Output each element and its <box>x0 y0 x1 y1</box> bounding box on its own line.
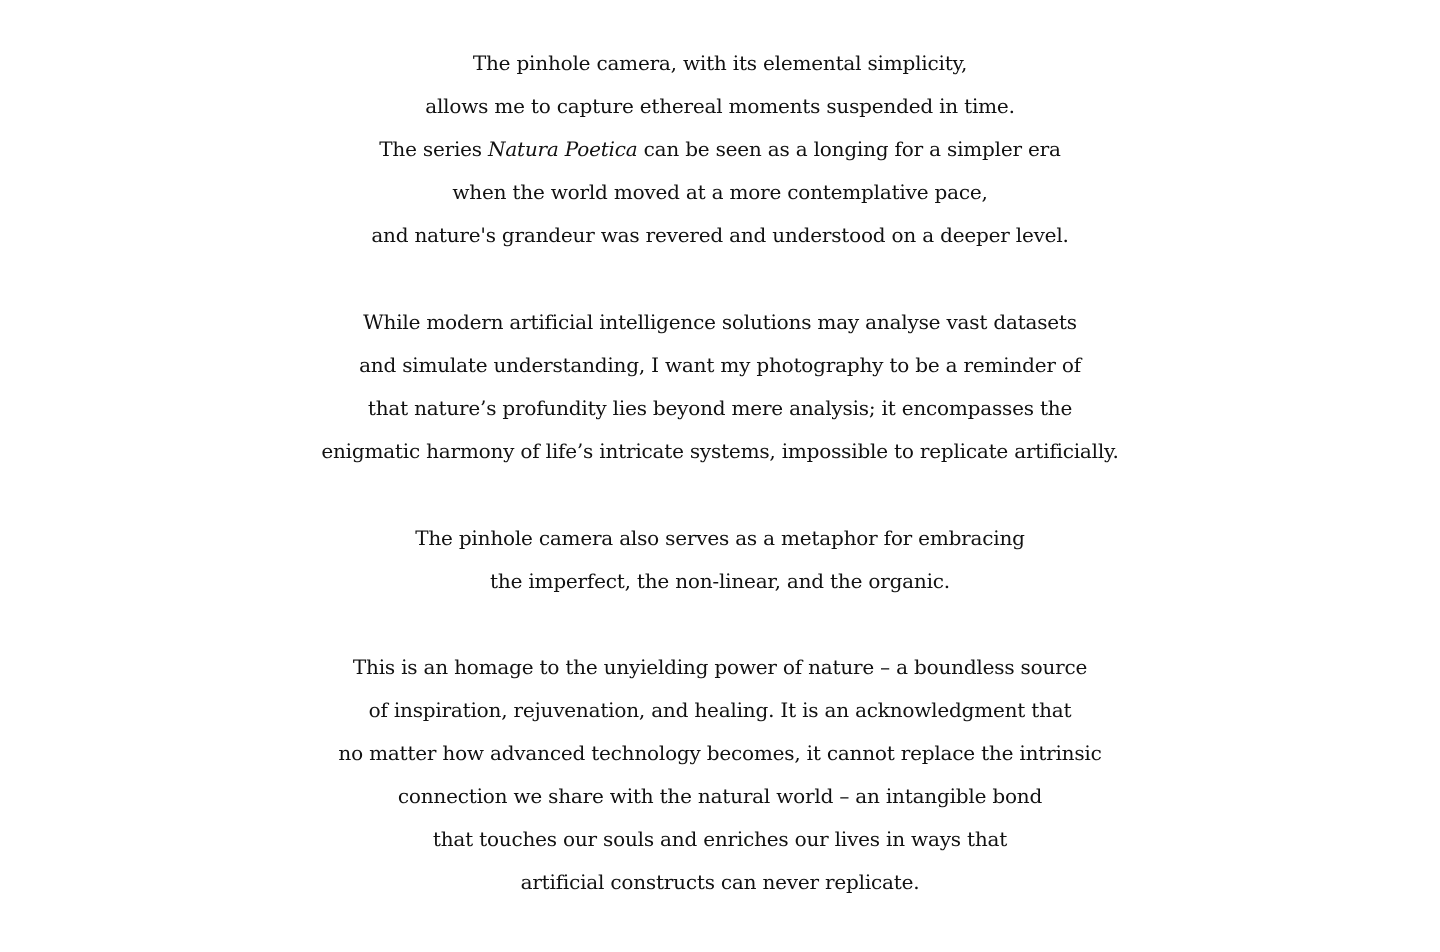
text-line: when the world moved at a more contemplative pace, <box>452 180 988 204</box>
text-line: enigmatic harmony of life’s intricate systems, impossible to replicate artificially. <box>321 439 1119 463</box>
text-line: The pinhole camera, with its elemental simplicity, <box>472 51 968 75</box>
text-line: and simulate understanding, I want my photography to be a reminder of <box>359 353 1081 377</box>
text-line: This is an homage to the unyielding power of nature – a boundless source <box>352 655 1088 679</box>
text-line: and nature's grandeur was revered and understood on a deeper level. <box>371 223 1069 247</box>
stanza-pinhole-simplicity <box>0 42 1440 257</box>
stanza-homage-to-nature <box>0 646 1440 904</box>
text-line: The pinhole camera also serves as a metaphor for embracing <box>415 526 1025 550</box>
text-line: artificial constructs can never replicate. <box>520 870 920 894</box>
text-line: allows me to capture ethereal moments suspended in time. <box>425 94 1015 118</box>
text-segment: The series <box>379 137 489 161</box>
stanza-artificial-intelligence <box>0 301 1440 473</box>
text-line-with-series-title <box>0 128 1440 171</box>
text-line: no matter how advanced technology becomes, it cannot replace the intrinsic <box>338 741 1102 765</box>
text-line: While modern artificial intelligence solutions may analyse vast datasets <box>363 310 1077 334</box>
text-line: connection we share with the natural world – an intangible bond <box>397 784 1043 808</box>
text-line: that touches our souls and enriches our lives in ways that <box>432 827 1008 851</box>
text-line: of inspiration, rejuvenation, and healing. It is an acknowledgment that <box>368 698 1072 722</box>
series-title: Natura Poetica <box>488 137 638 161</box>
stanza-metaphor <box>0 517 1440 603</box>
text-line: the imperfect, the non-linear, and the organic. <box>490 569 950 593</box>
text-line: that nature’s profundity lies beyond mere analysis; it encompasses the <box>367 396 1073 420</box>
text-segment: can be seen as a longing for a simpler era <box>637 137 1061 161</box>
